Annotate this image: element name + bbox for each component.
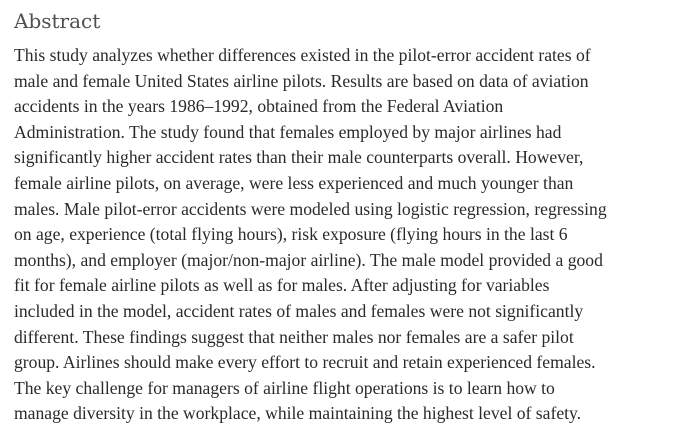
abstract-line: The key challenge for managers of airline flight operations is to learn how to: [14, 377, 555, 398]
abstract-line: on age, experience (total flying hours), risk exposure (flying hours in the last 6: [14, 224, 568, 245]
abstract-line: Administration. The study found that females employed by major airlines had: [14, 121, 562, 142]
abstract-line: different. These findings suggest that neither males nor females are a safer pilot: [14, 326, 574, 347]
abstract-line: accidents in the years 1986–1992, obtained from the Federal Aviation: [14, 96, 504, 117]
abstract-line: males. Male pilot-error accidents were modeled using logistic regression, regressing: [14, 198, 607, 219]
abstract-line: significantly higher accident rates than their male counterparts overall. However,: [14, 147, 584, 168]
abstract-line: male and female United States airline pilots. Results are based on data of aviation: [14, 70, 589, 91]
abstract-line: female airline pilots, on average, were less experienced and much younger than: [14, 172, 574, 193]
abstract-line: months), and employer (major/non-major airline). The male model provided a good: [14, 249, 603, 270]
abstract-line: This study analyzes whether differences existed in the pilot-error accident rates of: [14, 45, 591, 65]
abstract-line: manage diversity in the workplace, while maintaining the highest level of safety.: [14, 403, 582, 424]
abstract-section: [14, 6, 677, 427]
abstract-line: group. Airlines should make every effort to recruit and retain experienced females.: [14, 352, 596, 373]
abstract-body: [14, 43, 677, 427]
abstract-line: fit for female airline pilots as well as for males. After adjusting for variables: [14, 275, 550, 296]
abstract-line: included in the model, accident rates of males and females were not significantly: [14, 300, 584, 321]
abstract-heading: Abstract: [14, 9, 101, 33]
